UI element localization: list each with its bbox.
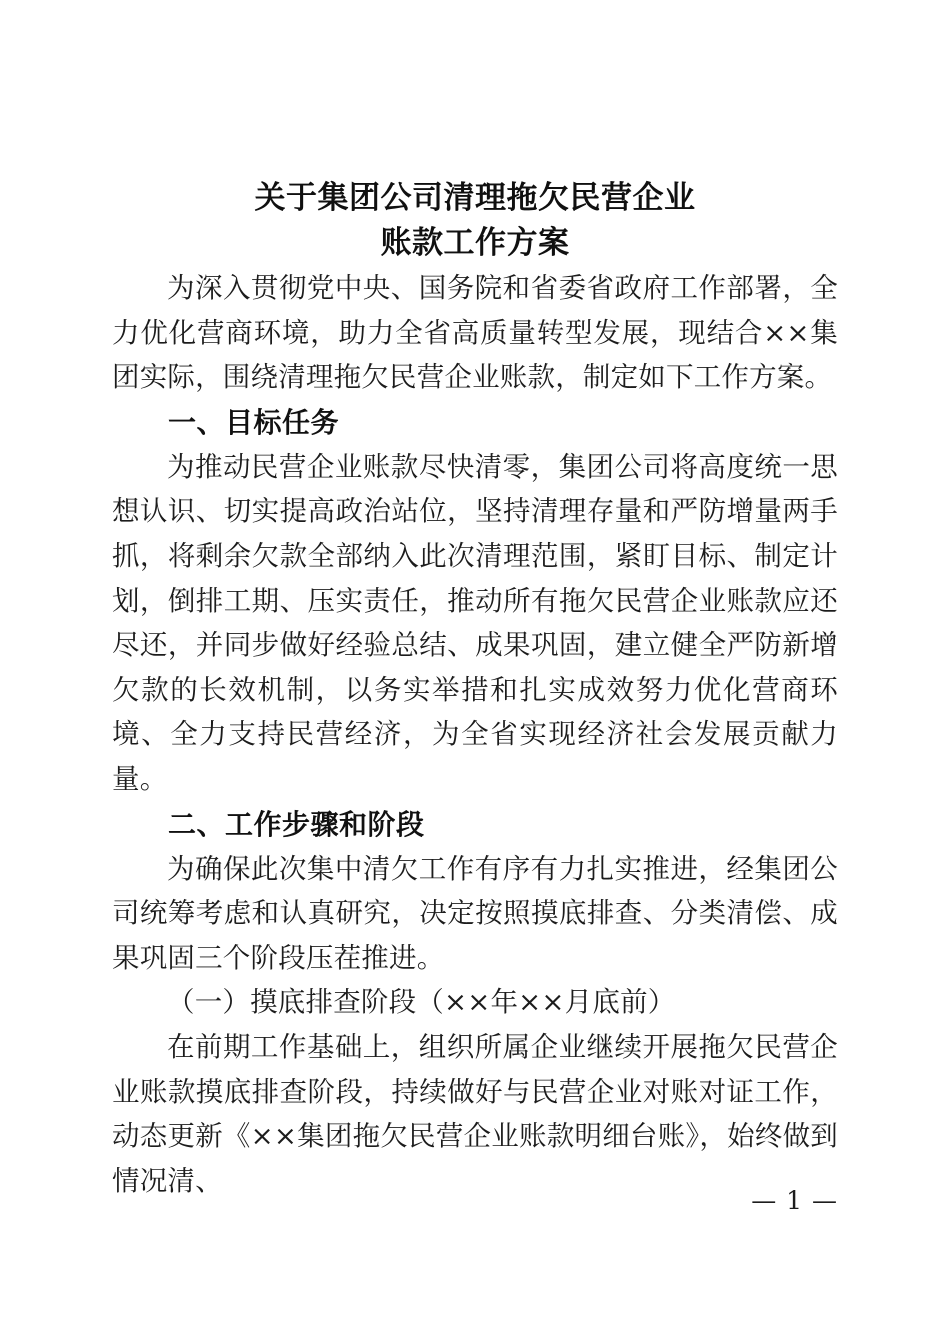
section-heading-1: 一、目标任务	[168, 405, 340, 439]
subsection-2-1-paragraph-1: 在前期工作基础上，组织所属企业继续开展拖欠民营企业账款摸底排查阶段，持续做好与民营企业对账对证工作，动态更新《××集团拖欠民营企业账款明细台账》，始终做到情况清、	[112, 1030, 838, 1197]
page-title	[112, 176, 838, 266]
page-title-line-2: 账款工作方案	[380, 225, 570, 261]
document-content	[112, 0, 838, 1203]
page-title-line-1: 关于集团公司清理拖欠民营企业	[254, 180, 696, 216]
subsection-heading-2-1: （一）摸底排查阶段（××年××月底前）	[167, 986, 676, 1019]
section-heading-2: 二、工作步骤和阶段	[168, 807, 425, 841]
preamble-paragraph: 为深入贯彻党中央、国务院和省委省政府工作部署，全力优化营商环境，助力全省高质量转型发展，现结合××集团实际，围绕清理拖欠民营企业账款，制定如下工作方案。	[112, 272, 838, 394]
section-1-paragraph-1: 为推动民营企业账款尽快清零，集团公司将高度统一思想认识、切实提高政治站位，坚持清理存量和严防增量两手抓，将剩余欠款全部纳入此次清理范围，紧盯目标、制定计划，倒排工期、压实责任，推动所有拖欠民营企业账款应还尽还，并同步做好经验总结、成果巩固，建立健全严防新增欠款的长效机制，以务实举措和扎实成效努力优化营商环境、全力支持民营经济，为全省实现经济社会发展贡献力量。	[112, 450, 838, 795]
page-number: — 1 —	[751, 1186, 838, 1215]
section-2-paragraph-1: 为确保此次集中清欠工作有序有力扎实推进，经集团公司统筹考虑和认真研究，决定按照摸底排查、分类清偿、成果巩固三个阶段压茬推进。	[112, 852, 838, 974]
